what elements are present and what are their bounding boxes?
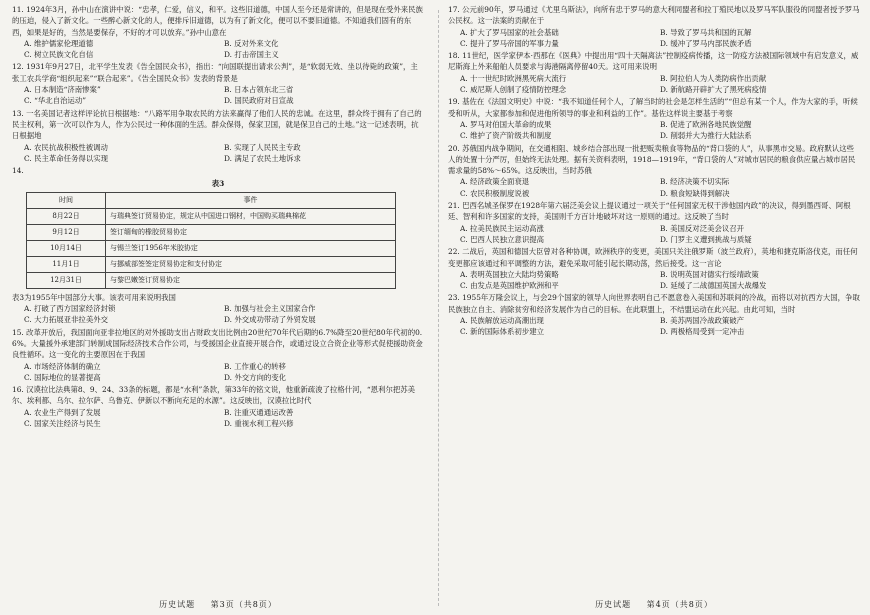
question-block <box>12 4 424 164</box>
option-a[interactable]: A. 市场经济体制的确立 <box>24 361 101 371</box>
option-b[interactable]: B. 美国反对泛美会议召开 <box>660 223 745 233</box>
option-c[interactable]: C. 大力拓展亚非拉美外交 <box>24 315 108 325</box>
option-c[interactable]: C. 巴西人民独立意识提高 <box>460 234 544 244</box>
option-b[interactable]: B. 注重灭通通运改善 <box>224 407 294 417</box>
option-b[interactable]: B. 阿拉伯人为人类防病作出贡献 <box>660 73 767 83</box>
table-cell-event: 与挪威部签签定贸易协定和支付协定 <box>106 256 396 272</box>
question <box>12 61 424 106</box>
question-stem: 20. 苏俄国内战争期间，在交通相阻、城乡结合部出现一批把贩卖粮食等物品的“背口袋的人”，从事黑市交易。政府默认这些人的处置十分严厉，但始终无法处理。据有关资料表明，1918—1919年，“背口袋的人”对城市居民的粮食供应量占城市居民需求量的58%～65%。这反映出，当时苏俄 <box>448 143 856 176</box>
question-stem: 22. 二战后，英国和德国大臣曾对各种协调，欧洲秩序的变更，美国只关注俄罗斯（波兰政府），英地和捷克斯洛伐克，而任何变更都应该通过和平调整的方法，避免采取可能引起长期动荡，然后接受。这一言论 <box>448 247 858 268</box>
table-cell-date: 10月14日 <box>27 240 106 256</box>
option-a[interactable]: A. 罗马对伯国大革命的成果 <box>460 119 552 129</box>
table-cell-event: 与瑞典签订贸易协定，规定从中国进口钢材，中国购买瑞典棉花 <box>106 208 396 224</box>
table-row <box>27 208 396 224</box>
question-block <box>448 4 860 338</box>
table-cell-event: 与锡兰签订1956年米胶协定 <box>106 240 396 256</box>
option-b[interactable]: B. 美苏两国冷战政策破产 <box>660 316 745 326</box>
question <box>12 327 424 383</box>
option-c[interactable]: C. 国家关注经济与民生 <box>24 419 101 429</box>
option-c[interactable]: C. 树立民族文化自信 <box>24 50 94 60</box>
option-c[interactable]: C. 威尼斯人创制了疫情防控理念 <box>460 85 567 95</box>
option-d[interactable]: D. 外交成功带动了外贸发展 <box>224 315 316 325</box>
question <box>448 200 860 245</box>
question <box>448 246 860 291</box>
question-stem: 19. 基佐在《法国文明史》中说：“我不知道任何个人，了解当时的社会是怎样生活的”“但总有某一个人，作为大家的手，听候受和听从，大家都参加和促进他所领导的事业和利益的工作”。基佐这样说主要基于考察 <box>448 97 858 118</box>
option-a[interactable]: A. 打破了西方国家经济封锁 <box>24 304 116 314</box>
option-d[interactable]: D. 缓冲了罗马内部民族矛盾 <box>660 38 752 48</box>
option-d[interactable]: D. 两极格局受到一定冲击 <box>660 327 745 337</box>
page-divider <box>438 10 439 606</box>
question-stem: 12. 1931年9月27日，北平学生发表《告全国民众书》，指出：“向国联提出请求公判”，是“软弱无效、坐以待毙的政策”，主张工农兵学商“组织起来”“联合起来”。《告全国民众书》发表的背景是 <box>12 62 418 83</box>
table-row <box>27 240 396 256</box>
footer-subject: 历史试题 <box>595 599 632 609</box>
option-list <box>460 176 860 199</box>
table-cell-date: 12月31日 <box>27 272 106 288</box>
option-a[interactable]: A. 农民抗战积极性被调动 <box>24 142 108 152</box>
question <box>448 143 860 199</box>
option-d[interactable]: D. 重视水利工程兴修 <box>224 419 294 429</box>
question-stem: 23. 1955年万隆会议上，与会29个国家的领导人向世界表明自己不愿意卷入美国和苏联间的冷战，而将以对抗西方大国，争取民族独立自主、消除贫穷和经济发展作为自己的目标。在此联盟上，不结盟运动在此兴起。由此可知，当时 <box>448 293 860 314</box>
table-row <box>27 272 396 288</box>
question-stem: 13. 一名美国记者这样评论抗日根据地：“八路军用争取农民的方法来赢得了他们人民的忠诚。在这里，群众终于拥有了自己的民主权利，第一次可以作为人，作为公民过一种体面的生活。群众保得，保家卫国，就是保卫自己的土地。”这一记述表明，抗日根据地 <box>12 108 422 141</box>
option-a[interactable]: A. 扩大了罗马国家的社会基础 <box>460 27 559 37</box>
option-b[interactable]: B. 说明英国对德实行绥靖政策 <box>660 269 759 279</box>
option-list <box>24 407 424 430</box>
option-c[interactable]: C. 农民积极制度说被 <box>460 188 530 198</box>
question <box>12 108 424 164</box>
option-d[interactable]: D. 外交方向的变化 <box>224 372 287 382</box>
option-b[interactable]: B. 工作重心的转移 <box>224 361 286 371</box>
table-cell-date: 8月22日 <box>27 208 106 224</box>
page-footer <box>448 599 860 610</box>
table-row <box>27 256 396 272</box>
question-stem: 18. 11世纪，医学家伊本·西那在《医典》中提出用“四十天隔离法”控制疫病传播，这一防疫方法被国际领域中有启发意义，威尼斯海上外来船舶人员要求与海港隔离停留40天。这可用来说明 <box>448 51 859 72</box>
option-b[interactable]: B. 实现了人民民主专政 <box>224 142 301 152</box>
table-cell-event: 签订缅甸的橡胶贸易协定 <box>106 224 396 240</box>
events-table <box>26 192 396 289</box>
option-a[interactable]: A. 农业生产得到了发展 <box>24 407 101 417</box>
question-14 <box>12 165 424 325</box>
option-c[interactable]: C. 维护了资产阶级共和制度 <box>460 131 552 141</box>
table-cell-event: 与黎巴嫩签订贸易协定 <box>106 272 396 288</box>
option-list <box>460 269 860 292</box>
option-b[interactable]: B. 日本占领东北三省 <box>224 85 294 95</box>
option-a[interactable]: A. 民族解放运动高潮出现 <box>460 316 544 326</box>
question-stem: 16. 汉谟拉比法典第8、9、24、33条的标题，都是“水利”条款，第33年的铭文说，他重新疏浚了拉格什河，“恩利尔把苏美尔、埃利都、乌尔、拉尔萨、乌鲁克、伊新以不断向充足的水源”。这反映出，汉谟拉比时代 <box>12 385 416 406</box>
option-a[interactable]: A. 日本制造“济南惨案” <box>24 85 101 95</box>
option-list <box>460 119 860 142</box>
option-a[interactable]: A. 维护儒家伦理道德 <box>24 38 94 48</box>
option-b[interactable]: B. 加强与社会主义国家合作 <box>224 304 316 314</box>
option-b[interactable]: B. 促进了欧洲各地民族觉醒 <box>660 119 752 129</box>
option-d[interactable]: D. 国民政府对日宣战 <box>224 96 294 106</box>
option-list <box>460 315 860 338</box>
footer-page-number: 第4页（共8页） <box>646 599 713 609</box>
option-list <box>24 303 424 326</box>
question <box>448 96 860 141</box>
option-c[interactable]: C. 由发点是英国维护欧洲和平 <box>460 281 559 291</box>
question-stem: 21. 巴西名城圣保罗在1928年第六届泛美会议上提议通过一项关于“任何国家无权干涉他国内政”的决议，得到墨西哥、阿根廷、智利和许多国家的支持，美国则千方百计地破坏对这一原则的通过。这反映了当时 <box>448 201 851 222</box>
option-c[interactable]: C. “华北自治运动” <box>24 96 86 106</box>
table-header-time: 时间 <box>27 192 106 208</box>
option-d[interactable]: D. 延缓了二战德国英国大战爆发 <box>660 281 767 291</box>
option-a[interactable]: A. 拉美民族民主运动高涨 <box>460 223 544 233</box>
question-number: 14. <box>12 166 24 176</box>
option-a[interactable]: A. 十一世纪时欧洲黑死病大流行 <box>460 73 567 83</box>
option-d[interactable]: D. 新航路开辟扩大了黑死病疫情 <box>660 85 767 95</box>
option-d[interactable]: D. 满足了农民土地诉求 <box>224 153 301 163</box>
table-title: 表3 <box>211 179 225 189</box>
option-list <box>460 73 860 96</box>
page-footer <box>12 599 424 610</box>
option-list <box>24 38 424 61</box>
option-list <box>24 361 424 384</box>
question-stem: 11. 1924年3月，孙中山在演讲中说：“忠孝，仁爱，信义，和平。这些旧道德，中国人至今还是常讲的，但是现在受外来民族的压迫，侵入了新文化。一些醉心新文化的人，便排斥旧道德，以为有了新文化，便可以不要旧道德。不知道我们固有的东西，如果是好的，当然是要保存，不好的才可以放弃。”孙中山意在 <box>12 5 423 37</box>
option-c[interactable]: C. 提升了罗马帝国的军事力量 <box>460 38 559 48</box>
question <box>448 50 860 95</box>
option-c[interactable]: C. 国际地位的显著提高 <box>24 372 101 382</box>
footer-subject: 历史试题 <box>159 599 196 609</box>
question-block <box>12 327 424 430</box>
option-d[interactable]: D. 削弱并大为推行大陆法系 <box>660 131 752 141</box>
question-stem: 表3为1955年中国部分大事。该表可用来说明我国 <box>12 292 176 302</box>
right-exam-page <box>448 4 860 613</box>
option-list <box>460 27 860 50</box>
option-b[interactable]: B. 经济决策不切实际 <box>660 177 730 187</box>
table-row <box>27 224 396 240</box>
option-c[interactable]: C. 新的国际体系初步建立 <box>460 327 544 337</box>
option-b[interactable]: B. 反对外来文化 <box>224 38 279 48</box>
option-d[interactable]: D. 门罗主义遭到挑战与质疑 <box>660 234 752 244</box>
table-cell-date: 11月1日 <box>27 256 106 272</box>
option-a[interactable]: A. 表明英国独立大陆均势策略 <box>460 269 559 279</box>
question-stem: 17. 公元前90年，罗马通过《尤里乌斯法》，向所有忠于罗马的意大利同盟者和拉丁殖民地以及罗马军队服役的同盟者授予罗马公民权。这一法案的贡献在于 <box>448 5 860 26</box>
question <box>12 384 424 429</box>
option-d[interactable]: D. 粮食短缺得到解决 <box>660 188 730 198</box>
option-c[interactable]: C. 民主革命任务得以实现 <box>24 153 108 163</box>
question <box>448 4 860 49</box>
question <box>12 4 424 60</box>
table-cell-date: 9月12日 <box>27 224 106 240</box>
option-list <box>460 223 860 246</box>
left-exam-page <box>12 4 424 613</box>
option-b[interactable]: B. 导致了罗马共和国的瓦解 <box>660 27 752 37</box>
option-d[interactable]: D. 打击帝国主义 <box>224 50 279 60</box>
option-list <box>24 84 424 107</box>
question-stem: 15. 改革开放后，我国面向亚非拉地区的对外援助支出占财政支出比例由20世纪70年代后期的6.7%降至20世纪80年代初的0.6%。大量援外承建部门转制成国际经济技术合作公司，与受援国企业直接开展合作，或通过设立合资企业等形式促使援助资金良性循环。这一变化的主要原因在于我国 <box>12 327 423 360</box>
footer-page-number: 第3页（共8页） <box>210 599 277 609</box>
option-a[interactable]: A. 经济政策全面衰退 <box>460 177 530 187</box>
question <box>448 292 860 337</box>
option-list <box>24 142 424 165</box>
table-header-event: 事件 <box>106 192 396 208</box>
